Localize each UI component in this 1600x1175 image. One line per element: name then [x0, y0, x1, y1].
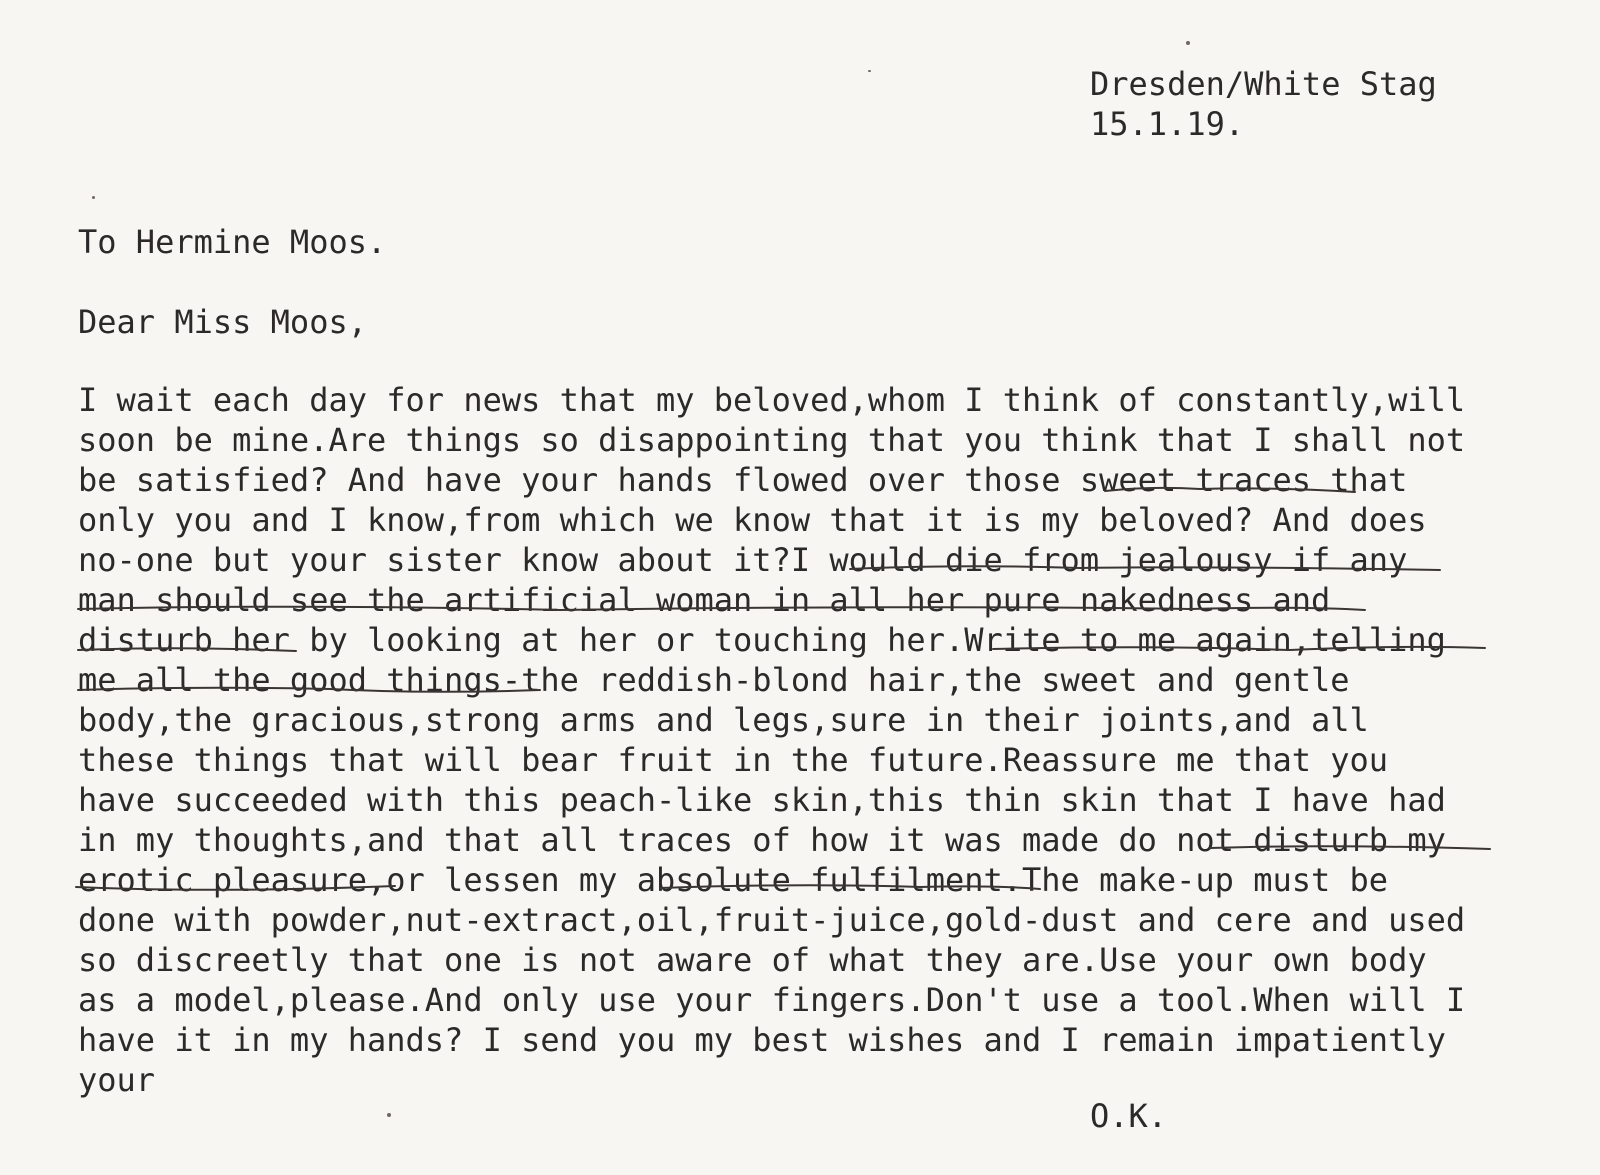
- letter-place: Dresden/White Stag: [1090, 65, 1437, 103]
- body-line: your: [78, 1061, 156, 1099]
- body-line: done with powder,nut-extract,oil,fruit-juice,gold-dust and cere and used: [78, 901, 1466, 939]
- body-line: have it in my hands? I send you my best wishes and I remain impatiently: [78, 1021, 1446, 1059]
- body-line: erotic pleasure,or lessen my absolute fulfilment.The make-up must be: [78, 861, 1389, 899]
- letter-date: 15.1.19.: [1090, 105, 1245, 143]
- body-line: have succeeded with this peach-like skin,this thin skin that I have had: [78, 781, 1446, 819]
- body-line: man should see the artificial woman in all her pure nakedness and: [78, 581, 1331, 619]
- body-line: in my thoughts,and that all traces of how it was made do not disturb my: [78, 821, 1446, 859]
- body-line: so discreetly that one is not aware of what they are.Use your own body: [78, 941, 1427, 979]
- body-line: me all the good things-the reddish-blond hair,the sweet and gentle: [78, 661, 1350, 699]
- body-line: only you and I know,from which we know that it is my beloved? And does: [78, 501, 1427, 539]
- letter-salutation: Dear Miss Moos,: [78, 303, 367, 341]
- body-line: be satisfied? And have your hands flowed over those sweet traces that: [78, 461, 1408, 499]
- body-line: these things that will bear fruit in the future.Reassure me that you: [78, 741, 1389, 779]
- paper-speck: [868, 70, 871, 72]
- body-line: disturb her by looking at her or touching her.Write to me again,telling: [78, 621, 1446, 659]
- body-line: as a model,please.And only use your fingers.Don't use a tool.When will I: [78, 981, 1466, 1019]
- paper-speck: [92, 196, 95, 199]
- paper-speck: [1186, 41, 1190, 45]
- letter-recipient: To Hermine Moos.: [78, 223, 387, 261]
- body-line: soon be mine.Are things so disappointing that you think that I shall not: [78, 421, 1466, 459]
- letter-signature: O.K.: [1090, 1097, 1168, 1135]
- paper-speck: [387, 1113, 391, 1117]
- body-line: no-one but your sister know about it?I would die from jealousy if any: [78, 541, 1408, 579]
- body-line: body,the gracious,strong arms and legs,sure in their joints,and all: [78, 701, 1369, 739]
- body-line: I wait each day for news that my beloved,whom I think of constantly,will: [78, 381, 1466, 419]
